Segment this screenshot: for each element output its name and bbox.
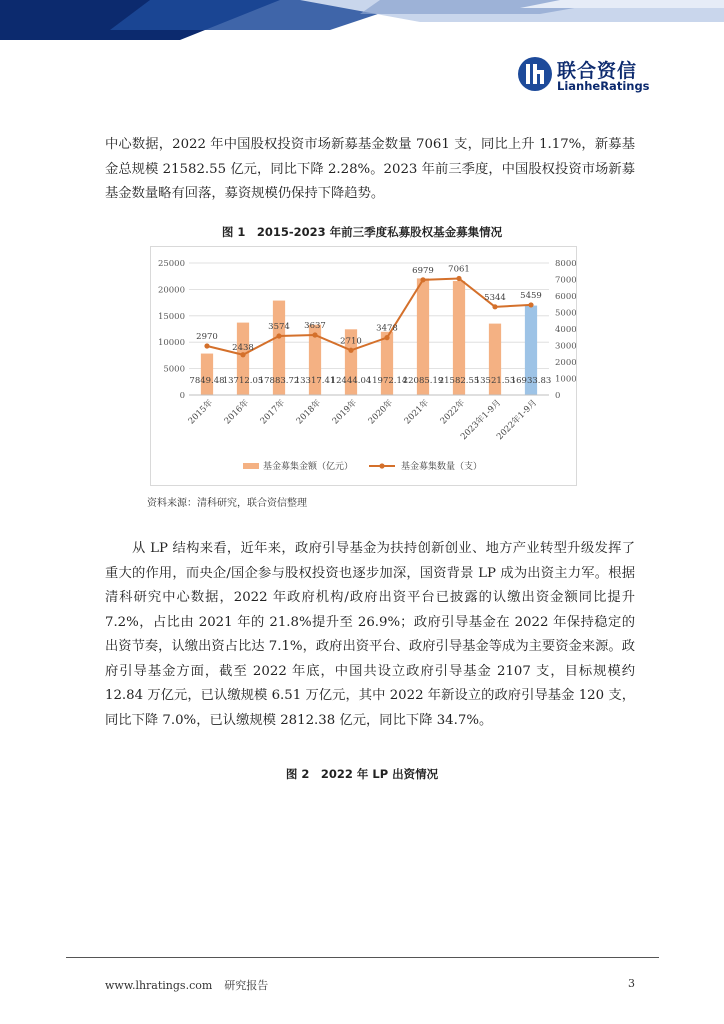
line-point: [456, 276, 461, 281]
legend-line-marker: [379, 463, 384, 468]
legend-line-label: 基金募集数量（支）: [401, 462, 483, 472]
line-point: [528, 302, 533, 307]
y-right-tick-label: 4000: [555, 325, 576, 335]
y-right-tick-label: 0: [555, 391, 561, 401]
line-point: [348, 348, 353, 353]
company-logo: [517, 54, 650, 94]
line-point: [204, 343, 209, 348]
x-category-label: 2023年1-9月: [459, 398, 504, 443]
y-right-tick-label: 7000: [555, 275, 576, 286]
x-category-label: 2022年: [438, 398, 468, 427]
body-paragraph-2: 从 LP 结构来看，近年来，政府引导基金为扶持创新创业、地方产业转型升级发挥了重大的作用，而央企/国企参与股权投资也逐步加深，国资背景 LP 成为出资主力军。根据清科研究中心数据，2022 年政府机构/政府出资平台已披露的认缴出资金额同比提升 7.2%，占比由 2021 年的 21.8%提升至 26.9%；政府引导基金在 2022 年保持稳定的出资节奏，认缴出资占比达 7.1%，政府出资平台、政府引导基金等成为主要资金来源。政府引导基金方面，截至 2022 年底，中国共设立政府引导基金 2107 支，目标规模约 12.84 万亿元，已认缴规模 6.51 万亿元，其中 2022 年新设立的政府引导基金 120 支，同比下降 7.0%，已认缴规模 2812.38 亿元，同比下降 34.7%。: [105, 541, 635, 728]
line-point: [240, 352, 245, 357]
bar: [201, 354, 213, 395]
bar-value-label: 13317.41: [294, 375, 336, 386]
x-category-label: 2022年1-9月: [495, 398, 540, 443]
body-paragraph-1: 中心数据，2022 年中国股权投资市场新募基金数量 7061 支，同比上升 1.17%，新募基金总规模 21582.55 亿元，同比下降 2.28%。2023 年前三季度，中国股权投资市场新募基金数量略有回落，募资规模仍保持下降趋势。: [105, 137, 635, 201]
x-category-label: 2015年: [186, 398, 216, 427]
legend-bar-swatch: [243, 463, 259, 469]
line-value-label: 5459: [520, 290, 542, 301]
y-right-tick-label: 6000: [555, 292, 576, 302]
logo-mark-icon: [517, 56, 553, 92]
fundraising-chart: [151, 247, 576, 485]
source-note: 资料来源：清科研究，联合资信整理: [147, 498, 307, 509]
header-banner: [0, 0, 724, 40]
bar-value-label: 7849.48: [189, 375, 225, 386]
line-point: [420, 277, 425, 282]
y-right-tick-label: 3000: [555, 341, 576, 352]
chart-container: [150, 246, 577, 486]
x-category-label: 2016年: [222, 398, 252, 427]
logo-chinese-name: 联合资信: [557, 60, 638, 82]
y-left-tick-label: 15000: [157, 311, 185, 322]
y-right-tick-label: 8000: [555, 259, 576, 269]
x-category-label: 2020年: [366, 398, 396, 427]
bar-value-label: 13712.05: [222, 375, 264, 386]
logo-english-name: LianheRatings: [557, 79, 650, 93]
line-value-label: 2970: [196, 331, 218, 342]
footer-doc-type: 研究报告: [224, 979, 269, 992]
y-right-tick-label: 5000: [555, 308, 576, 319]
y-left-tick-label: 0: [179, 391, 185, 401]
y-left-tick-label: 20000: [157, 285, 185, 296]
bar-value-label: 12444.04: [330, 375, 372, 386]
legend-bar-label: 基金募集金额（亿元）: [263, 462, 354, 472]
line-value-label: 5344: [484, 292, 506, 303]
x-category-label: 2018年: [294, 398, 324, 427]
y-left-tick-label: 25000: [157, 259, 185, 269]
line-point: [312, 332, 317, 337]
figure-2-caption: 图 2 2022 年 LP 出资情况: [285, 767, 439, 781]
y-right-tick-label: 2000: [555, 358, 576, 368]
line-value-label: 7061: [448, 264, 470, 275]
bar-value-label: 21582.55: [438, 375, 480, 386]
bar-value-label: 22085.19: [402, 375, 444, 386]
figure-1-caption: 图 1 2015-2023 年前三季度私募股权基金募集情况: [221, 225, 503, 239]
line-point: [492, 304, 497, 309]
page-number: 3: [628, 977, 635, 990]
line-value-label: 2438: [232, 342, 254, 353]
line-point: [384, 335, 389, 340]
line-value-label: 3478: [376, 323, 398, 334]
line-value-label: 3637: [304, 320, 326, 331]
count-line: [207, 278, 531, 354]
y-left-tick-label: 5000: [163, 364, 185, 375]
x-category-label: 2021年: [402, 398, 432, 427]
bar-value-label: 11972.14: [366, 375, 408, 386]
y-left-tick-label: 10000: [157, 338, 185, 349]
bar-value-label: 13521.53: [474, 375, 516, 386]
footer-divider: [66, 957, 659, 958]
y-right-tick-label: 1000: [555, 374, 576, 385]
line-value-label: 2710: [340, 336, 362, 347]
x-category-label: 2017年: [258, 398, 288, 427]
footer-left: [105, 977, 280, 993]
line-point: [276, 333, 281, 338]
footer-website: www.lhratings.com: [105, 979, 213, 992]
line-value-label: 3574: [268, 322, 290, 333]
line-value-label: 6979: [412, 265, 434, 276]
bar-value-label: 16933.83: [510, 375, 552, 386]
bar-value-label: 17883.72: [258, 375, 300, 386]
x-category-label: 2019年: [330, 398, 360, 427]
